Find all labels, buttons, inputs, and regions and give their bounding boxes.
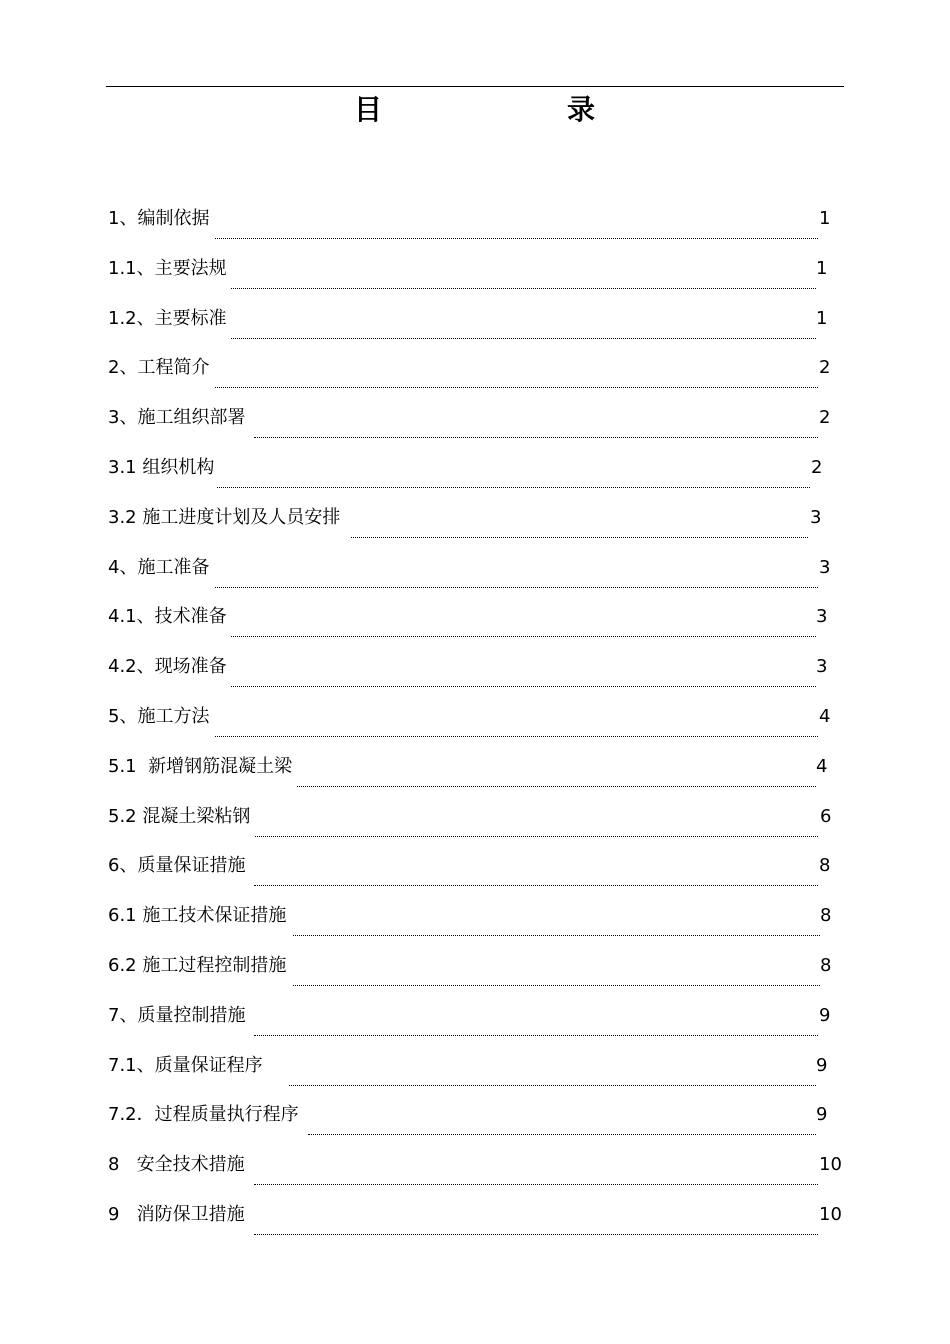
toc-dot-leader [289,1085,816,1086]
toc-entry-page-number: 3 [819,556,831,578]
toc-entry-page-number: 2 [811,457,823,478]
toc-entry-label: 3.1 组织机构 [108,457,215,478]
toc-dot-leader [254,1234,818,1235]
toc-dot-leader [254,437,818,438]
toc-entry[interactable] [108,1203,844,1235]
toc-entry[interactable] [108,954,844,986]
toc-entry[interactable] [108,1103,844,1135]
toc-entry-label: 4.1、技术准备 [108,606,227,628]
toc-entry-page-number: 1 [816,307,828,329]
toc-entry[interactable] [108,1153,844,1185]
toc-entry-label: 5、施工方法 [108,706,210,727]
toc-entry-label: 2、工程简介 [108,357,210,379]
toc-entry-label: 1、编制依据 [108,208,210,229]
toc-dot-leader [255,836,818,837]
toc-entry[interactable] [108,1004,844,1036]
toc-entry-page-number: 10 [819,1204,842,1225]
toc-entry-label: 7.1、质量保证程序 [108,1054,263,1076]
page-title-left-char: 目 [354,93,383,126]
toc-entry-page-number: 1 [816,257,828,279]
toc-entry-label: 9 消防保卫措施 [108,1204,245,1225]
toc-dot-leader [231,288,816,289]
toc-dot-leader [297,786,816,787]
toc-entry-label: 3、施工组织部署 [108,407,246,429]
toc-entry-label: 8 安全技术措施 [108,1154,245,1176]
toc-dot-leader [351,537,808,538]
toc-dot-leader [254,885,818,886]
toc-dot-leader [231,338,816,339]
toc-entry-page-number: 4 [819,706,831,727]
toc-entry[interactable] [108,406,844,438]
toc-entry[interactable] [108,307,844,339]
toc-entry-page-number: 3 [816,606,828,628]
toc-entry-label: 7.2．过程质量执行程序 [108,1104,299,1126]
toc-entry-label: 6.2 施工过程控制措施 [108,955,287,976]
toc-entry[interactable] [108,705,844,737]
toc-dot-leader [215,387,818,388]
toc-dot-leader [215,736,818,737]
toc-entry[interactable] [108,456,844,488]
toc-entry-page-number: 10 [819,1154,842,1176]
toc-entry-label: 4.2、现场准备 [108,656,227,678]
toc-dot-leader [293,935,820,936]
toc-dot-leader [231,686,816,687]
toc-entry-page-number: 4 [816,755,828,777]
toc-entry[interactable] [108,755,844,787]
toc-dot-leader [254,1035,818,1036]
toc-dot-leader [231,636,816,637]
toc-dot-leader [215,587,818,588]
toc-entry[interactable] [108,1054,844,1086]
toc-entry-label: 1.2、主要标准 [108,307,227,329]
toc-entry[interactable] [108,207,844,239]
toc-entry-page-number: 3 [816,656,828,678]
toc-entry[interactable] [108,556,844,588]
toc-entry-label: 1.1、主要法规 [108,257,227,279]
toc-entry-page-number: 9 [819,1004,831,1026]
toc-entry-page-number: 1 [819,208,831,229]
toc-entry-page-number: 2 [819,407,831,429]
toc-dot-leader [308,1134,816,1135]
toc-dot-leader [293,985,820,986]
toc-dot-leader [217,487,810,488]
toc-entry-label: 5.2 混凝土梁粘钢 [108,805,251,827]
toc-entry-page-number: 8 [820,905,832,927]
toc-entry-label: 3.2 施工进度计划及人员安排 [108,506,341,528]
toc-entry-page-number: 6 [820,805,832,827]
page-title-right-char: 录 [567,93,596,126]
toc-entry-label: 5.1 新增钢筋混凝土梁 [108,755,293,777]
toc-entry-page-number: 9 [816,1054,828,1076]
toc-entry-label: 7、质量控制措施 [108,1004,246,1026]
toc-entry[interactable] [108,356,844,388]
toc-entry[interactable] [108,257,844,289]
toc-entry[interactable] [108,655,844,687]
toc-entry-page-number: 2 [819,357,831,379]
toc-entry[interactable] [108,854,844,886]
toc-entry-page-number: 8 [819,855,831,877]
toc-entry-page-number: 9 [816,1104,828,1126]
toc-dot-leader [254,1184,818,1185]
toc-entry[interactable] [108,904,844,936]
toc-entry[interactable] [108,605,844,637]
toc-entry-page-number: 3 [810,506,822,528]
toc-dot-leader [215,238,818,239]
toc-entry-page-number: 8 [820,955,832,976]
toc-entry[interactable] [108,506,844,538]
toc-entry-label: 6.1 施工技术保证措施 [108,905,287,927]
toc-entry[interactable] [108,805,844,837]
toc-entry-label: 6、质量保证措施 [108,855,246,877]
toc-entry-label: 4、施工准备 [108,556,210,578]
